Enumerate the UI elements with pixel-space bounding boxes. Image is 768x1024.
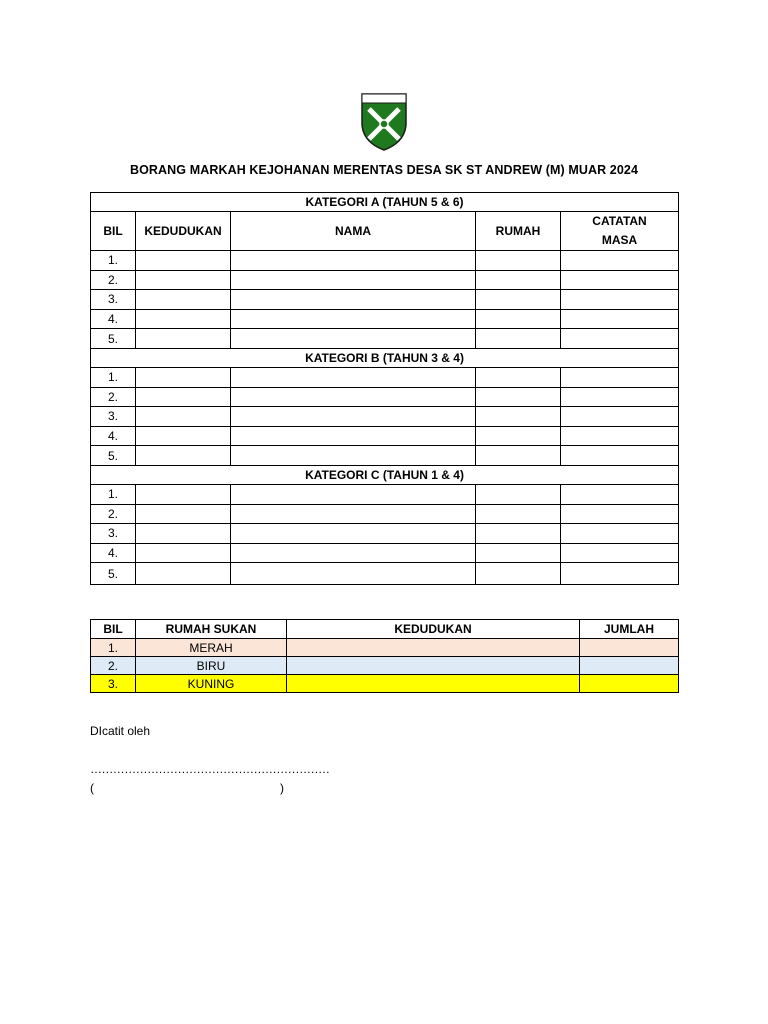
nama-cell[interactable]: [231, 387, 476, 407]
catatan-masa-cell[interactable]: [561, 407, 679, 427]
kedudukan-cell[interactable]: [136, 524, 231, 544]
row-number: 2.: [91, 387, 136, 407]
kedudukan-cell[interactable]: [136, 270, 231, 290]
rumah-cell[interactable]: [476, 309, 561, 329]
row-number: 2.: [91, 657, 136, 675]
name-brackets: [90, 781, 284, 795]
catatan-masa-cell[interactable]: [561, 504, 679, 524]
category-title: KATEGORI A (TAHUN 5 & 6): [91, 193, 679, 212]
nama-cell[interactable]: [231, 407, 476, 427]
table-row: [91, 329, 679, 349]
rumah-cell[interactable]: [476, 543, 561, 563]
table-row: [91, 524, 679, 544]
header-jumlah: JUMLAH: [580, 620, 679, 639]
table-row: [91, 426, 679, 446]
catatan-masa-cell[interactable]: [561, 329, 679, 349]
table-row: [91, 251, 679, 271]
rumah-cell[interactable]: [476, 504, 561, 524]
row-number: 3.: [91, 675, 136, 693]
rumah-cell[interactable]: [476, 251, 561, 271]
table-row: [91, 484, 679, 504]
rumah-cell[interactable]: [476, 524, 561, 544]
kedudukan-cell[interactable]: [136, 446, 231, 466]
row-number: 4.: [91, 309, 136, 329]
row-number: 3.: [91, 407, 136, 427]
row-number: 4.: [91, 543, 136, 563]
rumah-cell[interactable]: [476, 484, 561, 504]
kedudukan-cell[interactable]: [136, 543, 231, 563]
catatan-masa-cell[interactable]: [561, 426, 679, 446]
table-row: [91, 563, 679, 585]
house-row-biru: [91, 657, 679, 675]
catatan-masa-cell[interactable]: [561, 309, 679, 329]
close-bracket: ): [280, 781, 284, 795]
house-row-kuning: [91, 675, 679, 693]
nama-cell[interactable]: [231, 329, 476, 349]
row-number: 1.: [91, 484, 136, 504]
open-bracket: (: [90, 781, 94, 795]
row-number: 2.: [91, 504, 136, 524]
kedudukan-cell[interactable]: [136, 426, 231, 446]
kedudukan-cell[interactable]: [287, 675, 580, 693]
kedudukan-cell[interactable]: [136, 329, 231, 349]
catatan-masa-cell[interactable]: [561, 367, 679, 387]
kedudukan-cell[interactable]: [136, 309, 231, 329]
catatan-masa-cell[interactable]: [561, 563, 679, 585]
header-kedudukan: KEDUDUKAN: [287, 620, 580, 639]
table-row: [91, 543, 679, 563]
table-row: [91, 387, 679, 407]
header-catatan-masa: [561, 212, 679, 251]
table-row: [91, 270, 679, 290]
table-row: [91, 290, 679, 310]
results-table: [90, 192, 679, 585]
jumlah-cell[interactable]: [580, 639, 679, 657]
catatan-masa-cell[interactable]: [561, 484, 679, 504]
row-number: 5.: [91, 563, 136, 585]
catatan-masa-cell[interactable]: [561, 290, 679, 310]
nama-cell[interactable]: [231, 563, 476, 585]
header-bil: BIL: [91, 212, 136, 251]
header-bil: BIL: [91, 620, 136, 639]
signature-line: ………………………………………………………: [90, 762, 330, 776]
category-row: [91, 193, 679, 212]
nama-cell[interactable]: [231, 426, 476, 446]
recorded-by-label: DIcatit oleh: [90, 724, 151, 738]
kedudukan-cell[interactable]: [136, 407, 231, 427]
row-number: 4.: [91, 426, 136, 446]
row-number: 5.: [91, 329, 136, 349]
header-row: [91, 212, 679, 251]
nama-cell[interactable]: [231, 367, 476, 387]
row-number: 5.: [91, 446, 136, 466]
nama-cell[interactable]: [231, 543, 476, 563]
nama-cell[interactable]: [231, 270, 476, 290]
row-number: 1.: [91, 639, 136, 657]
header-catatan-line: CATATAN: [592, 214, 647, 228]
rumah-cell[interactable]: [476, 270, 561, 290]
row-number: 1.: [91, 367, 136, 387]
rumah-cell[interactable]: [476, 426, 561, 446]
rumah-cell[interactable]: [476, 446, 561, 466]
catatan-masa-cell[interactable]: [561, 387, 679, 407]
catatan-masa-cell[interactable]: [561, 251, 679, 271]
category-row: [91, 465, 679, 484]
header-rumah-sukan: RUMAH SUKAN: [136, 620, 287, 639]
rumah-cell[interactable]: [476, 407, 561, 427]
kedudukan-cell[interactable]: [136, 484, 231, 504]
page-title: BORANG MARKAH KEJOHANAN MERENTAS DESA SK ST ANDREW (M) MUAR 2024: [129, 163, 639, 177]
rumah-cell[interactable]: [476, 290, 561, 310]
catatan-masa-cell[interactable]: [561, 446, 679, 466]
rumah-cell[interactable]: [476, 329, 561, 349]
header-kedudukan: KEDUDUKAN: [136, 212, 231, 251]
rumah-cell[interactable]: [476, 387, 561, 407]
kedudukan-cell[interactable]: [136, 387, 231, 407]
row-number: 3.: [91, 524, 136, 544]
category-title: KATEGORI C (TAHUN 1 & 4): [91, 465, 679, 484]
table-row: [91, 446, 679, 466]
jumlah-cell[interactable]: [580, 657, 679, 675]
kedudukan-cell[interactable]: [136, 367, 231, 387]
house-name: MERAH: [136, 639, 287, 657]
house-name: KUNING: [136, 675, 287, 693]
house-name: BIRU: [136, 657, 287, 675]
house-row-merah: [91, 639, 679, 657]
nama-cell[interactable]: [231, 524, 476, 544]
header-nama: NAMA: [231, 212, 476, 251]
nama-cell[interactable]: [231, 446, 476, 466]
kedudukan-cell[interactable]: [287, 657, 580, 675]
category-title: KATEGORI B (TAHUN 3 & 4): [91, 348, 679, 367]
row-number: 2.: [91, 270, 136, 290]
row-number: 1.: [91, 251, 136, 271]
school-crest-logo: [361, 93, 407, 151]
rumah-cell[interactable]: [476, 367, 561, 387]
catatan-masa-cell[interactable]: [561, 270, 679, 290]
nama-cell[interactable]: [231, 504, 476, 524]
house-summary-table: [90, 619, 679, 693]
kedudukan-cell[interactable]: [136, 563, 231, 585]
header-rumah: RUMAH: [476, 212, 561, 251]
nama-cell[interactable]: [231, 290, 476, 310]
table-row: [91, 504, 679, 524]
nama-cell[interactable]: [231, 484, 476, 504]
nama-cell[interactable]: [231, 309, 476, 329]
kedudukan-cell[interactable]: [136, 251, 231, 271]
rumah-cell[interactable]: [476, 563, 561, 585]
table-row: [91, 367, 679, 387]
kedudukan-cell[interactable]: [136, 504, 231, 524]
kedudukan-cell[interactable]: [287, 639, 580, 657]
table-row: [91, 407, 679, 427]
table-row: [91, 309, 679, 329]
nama-cell[interactable]: [231, 251, 476, 271]
kedudukan-cell[interactable]: [136, 290, 231, 310]
jumlah-cell[interactable]: [580, 675, 679, 693]
catatan-masa-cell[interactable]: [561, 543, 679, 563]
header-masa-line: MASA: [601, 233, 638, 247]
catatan-masa-cell[interactable]: [561, 524, 679, 544]
category-row: [91, 348, 679, 367]
row-number: 3.: [91, 290, 136, 310]
